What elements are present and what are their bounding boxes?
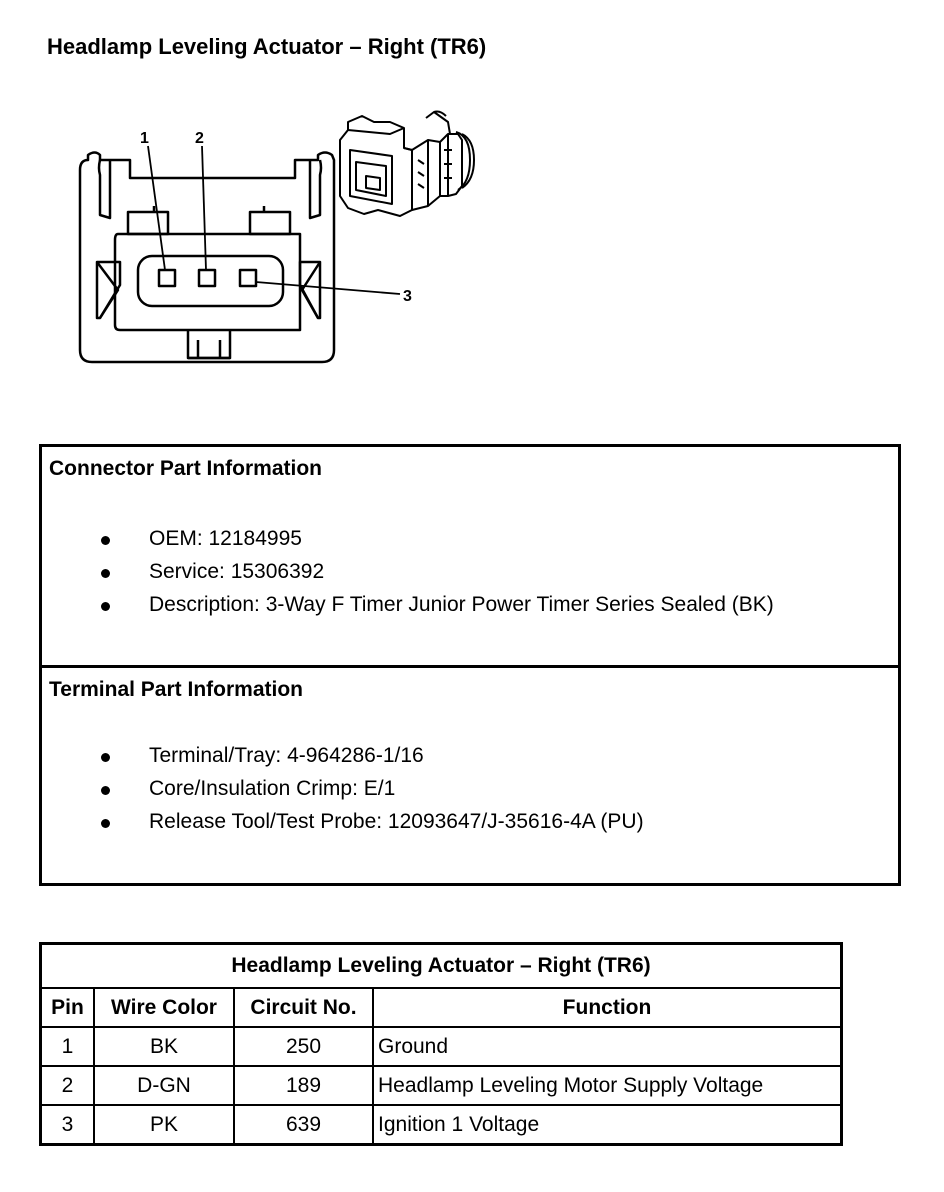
cell-function: Ground bbox=[373, 1027, 842, 1066]
table-title-row bbox=[41, 944, 842, 989]
pin-3-leader bbox=[256, 282, 400, 294]
right-latch-slot bbox=[310, 160, 321, 218]
connector-info-heading: Connector Part Information bbox=[49, 457, 323, 480]
table-row bbox=[41, 1027, 842, 1066]
table-row bbox=[41, 1066, 842, 1105]
cell-circuit: 639 bbox=[234, 1105, 373, 1145]
terminal-cavity-1 bbox=[159, 270, 175, 286]
inner-cavity bbox=[115, 234, 300, 330]
terminal-info-heading: Terminal Part Information bbox=[49, 678, 303, 701]
bullet-icon bbox=[101, 569, 110, 578]
column-header-function: Function bbox=[373, 988, 842, 1027]
cell-pin: 1 bbox=[41, 1027, 95, 1066]
right-top-tab bbox=[250, 212, 290, 234]
cell-function: Headlamp Leveling Motor Supply Voltage bbox=[373, 1066, 842, 1105]
terminal-cavity-3 bbox=[240, 270, 256, 286]
left-latch-slot bbox=[99, 160, 110, 218]
left-top-tab bbox=[128, 212, 168, 234]
bullet-icon bbox=[101, 753, 110, 762]
pin-1-leader bbox=[148, 146, 165, 270]
cell-circuit: 250 bbox=[234, 1027, 373, 1066]
table-row bbox=[41, 1105, 842, 1145]
column-header-pin: Pin bbox=[41, 988, 95, 1027]
column-header-wire-color: Wire Color bbox=[94, 988, 234, 1027]
connector-diagram bbox=[0, 0, 944, 420]
terminal-part-information bbox=[42, 668, 898, 883]
pin-label-1: 1 bbox=[140, 130, 149, 147]
cell-wire-color: BK bbox=[94, 1027, 234, 1066]
pin-label-3: 3 bbox=[403, 288, 412, 305]
bullet-icon bbox=[101, 819, 110, 828]
cell-wire-color: PK bbox=[94, 1105, 234, 1145]
pin-label-2: 2 bbox=[195, 130, 204, 147]
terminal-cavity-2 bbox=[199, 270, 215, 286]
table-header-row bbox=[41, 988, 842, 1027]
pinout-table bbox=[39, 942, 843, 1146]
cell-pin: 2 bbox=[41, 1066, 95, 1105]
part-information-box bbox=[39, 444, 901, 886]
bullet-icon bbox=[101, 602, 110, 611]
cell-wire-color: D-GN bbox=[94, 1066, 234, 1105]
cell-circuit: 189 bbox=[234, 1066, 373, 1105]
terminal-crimp: Core/Insulation Crimp: E/1 bbox=[149, 777, 396, 800]
pin-2-leader bbox=[202, 146, 206, 270]
bullet-icon bbox=[101, 536, 110, 545]
cell-pin: 3 bbox=[41, 1105, 95, 1145]
connector-isometric-illustration bbox=[340, 112, 474, 217]
cell-function: Ignition 1 Voltage bbox=[373, 1105, 842, 1145]
bullet-icon bbox=[101, 786, 110, 795]
connector-service: Service: 15306392 bbox=[149, 560, 325, 583]
terminal-tray: Terminal/Tray: 4-964286-1/16 bbox=[149, 744, 424, 767]
terminal-release-tool: Release Tool/Test Probe: 12093647/J-35616-4A (PU) bbox=[149, 810, 644, 833]
connector-part-information bbox=[42, 447, 898, 668]
connector-description: Description: 3-Way F Timer Junior Power Timer Series Sealed (BK) bbox=[149, 593, 774, 616]
table-title: Headlamp Leveling Actuator – Right (TR6) bbox=[41, 944, 842, 989]
connector-oem: OEM: 12184995 bbox=[149, 527, 302, 550]
page-title: Headlamp Leveling Actuator – Right (TR6) bbox=[47, 34, 487, 59]
bottom-key bbox=[188, 330, 230, 358]
column-header-circuit: Circuit No. bbox=[234, 988, 373, 1027]
